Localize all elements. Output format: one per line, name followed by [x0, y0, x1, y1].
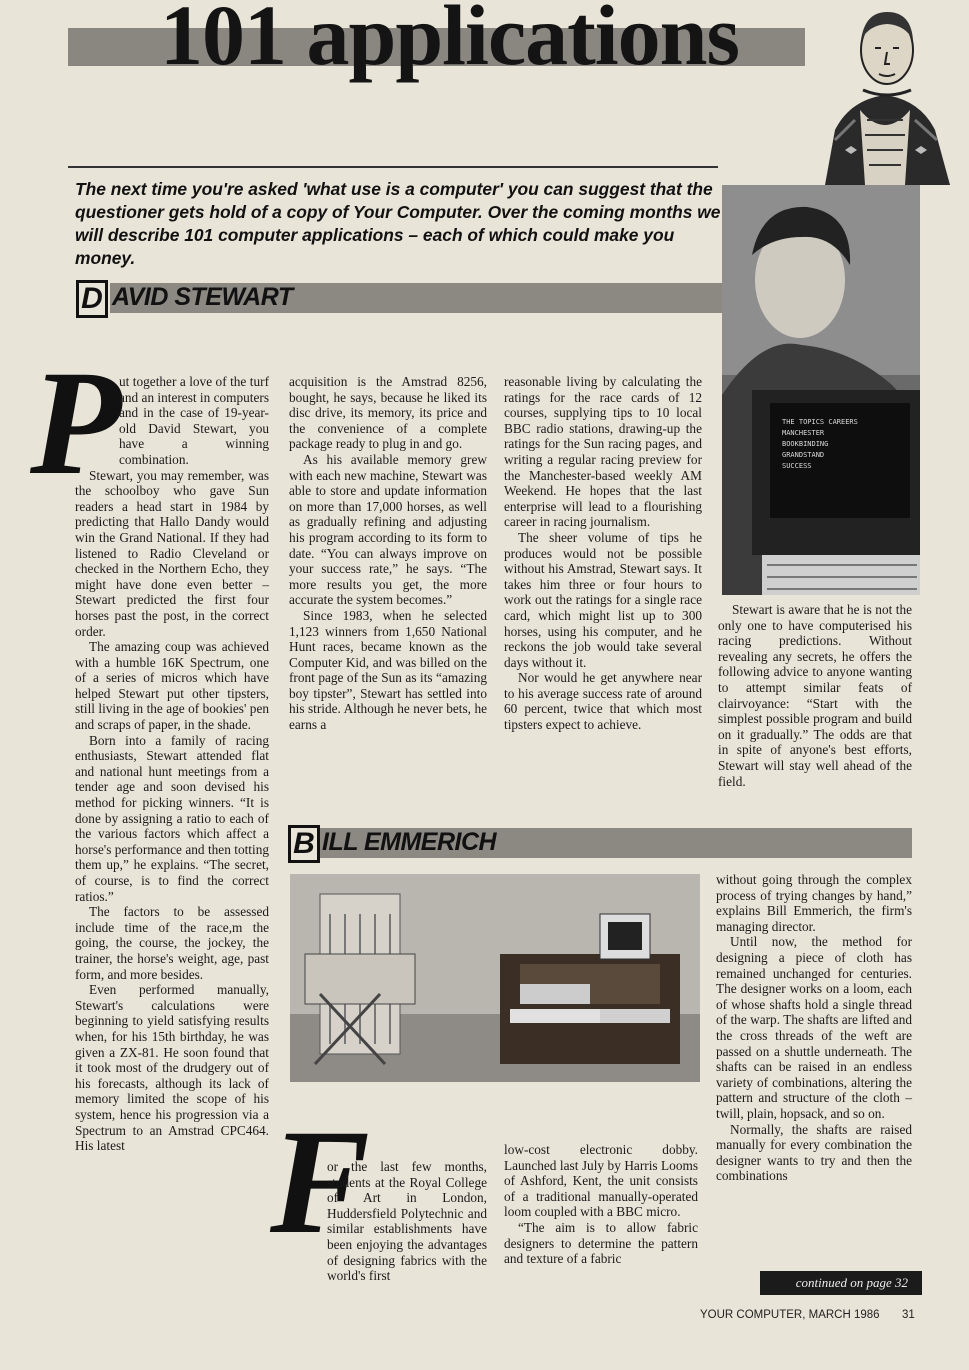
paragraph: reasonable living by calculating the ratings for the race cards of 12 courses, supplying tips to 10 local BBC radio stations, drawing-up the ratings for the Sun racing pages, and writing a regular racing preview for the Manchester-based weekly AM Weekend. He hopes that the last enterprise will lead to a flourishing career in racing journalism. [504, 374, 702, 530]
dropcap-emmerich: F [270, 1099, 371, 1265]
byline-initial-emmerich: B [288, 825, 320, 863]
emmerich-column-4 [716, 872, 912, 1184]
paragraph: or the last few months, students at the Royal College of Art in London, Huddersfield Polytechnic and similar establishments have been enjoying the advantages of designing fabrics with the world's first [327, 1159, 487, 1284]
dropcap-stewart: P [30, 340, 122, 506]
footer-magazine: YOUR COMPUTER, MARCH 1986 [700, 1309, 880, 1321]
emmerich-column-3 [504, 1142, 698, 1267]
continued-tag: continued on page 32 [760, 1271, 922, 1295]
footer-page-number: 31 [901, 1309, 915, 1321]
paragraph: The factors to be assessed include time of the race,m the going, the course, the jockey, the trainer, the horse's weight, age, past form, and more besides. [75, 904, 269, 982]
monitor-screen [782, 417, 902, 472]
stewart-column-2 [289, 374, 487, 733]
page-title: 101 applications [160, 0, 739, 83]
paragraph: Born into a family of racing enthusiasts, Stewart attended flat and national hunt meetings from a tender age and soon devised his method for picking winners. “It is done by assigning a ratio to each of the various factors which affect a horse's performance and then totting them up,” he explains. “The secret, of course, is to find the correct ratios.” [75, 732, 269, 904]
byline-name-stewart: AVID STEWART [112, 283, 293, 311]
paragraph: acquisition is the Amstrad 8256, bought, he says, because he liked its disc drive, its memory, its price and the convenience of a complete package ready to plug in and go. [289, 374, 487, 452]
screen-line: MANCHESTER [782, 429, 825, 437]
paragraph: The amazing coup was achieved with a humble 16K Spectrum, one of a series of micros which have helped Stewart put other tipsters, still living in the age of bookies' pen and scraps of paper, in the shade. [75, 639, 269, 733]
paragraph: Nor would he get anywhere near to his average success rate of around 60 percent, twice that which most tipsters expect to achieve. [504, 670, 702, 733]
paragraph: Since 1983, when he selected 1,123 winners from 1,650 National Hunt races, became known as the Computer Kid, and was billed on the front page of the Sun as its “amazing boy tipster”, Stewart has settled into his stride. Although he never bets, he earns a [289, 607, 487, 733]
page-footer [700, 1309, 915, 1321]
screen-line: THE TOPICS CAREERS [782, 418, 858, 426]
paragraph: ut together a love of the turf and an interest in computers and in the case of 19-year-old David Stewart, you have a winning combination. [119, 374, 269, 467]
paragraph: without going through the complex process of trying changes by hand,” explains Bill Emmerich, the firm's managing director. [716, 872, 912, 934]
screen-line: SUCCESS [782, 462, 812, 470]
paragraph: Until now, the method for designing a piece of cloth has remained unchanged for centuries. The designer works on a loom, each of whose shafts hold a single thread of the warp. The shafts are lifted and the cross threads of the weft are passed on a shuttle underneath. The shafts can be raised in an endless variety of combinations, altering the pattern and structure of the cloth – twill, plain, hopsack, and so on. [716, 934, 912, 1121]
paragraph: As his available memory grew with each new machine, Stewart was able to store and update information on more than 17,000 horses, as well as gradually refining and adjusting his program according to its form to date. “You can always improve on your success rate,” he says. “The more results you get, the more accurate the system becomes.” [289, 451, 487, 608]
standfirst-rule [68, 166, 718, 168]
paragraph: Stewart, you may remember, was the schoolboy who gave Sun readers a head start in 1984 by predicting that Hallo Dandy would win the Grand National. If they had listened to Radio Cleveland or checked in the Northern Echo, they might have done even better – Stewart predicted the first four horses past the post, in the correct order. [75, 467, 269, 639]
paragraph: Even performed manually, Stewart's calculations were beginning to yield satisfying results when, for his 15th birthday, he was given a ZX-81. He soon found that it took most of the drudgery out of his forecasts, although its lack of memory limited the scope of his system, hence his progression via a Spectrum to an Amstrad CPC464. His latest [75, 982, 269, 1154]
paragraph: “The aim is to allow fabric designers to determine the pattern and texture of a fabric [504, 1219, 698, 1267]
screen-line: GRANDSTAND [782, 451, 825, 459]
emmerich-column-2 [289, 1159, 487, 1284]
stewart-column-3 [504, 374, 702, 733]
byline-initial-stewart: D [76, 280, 108, 318]
portrait-illustration [805, 0, 965, 185]
stewart-column-4 [718, 602, 912, 789]
photo-loom-computer [290, 874, 700, 1082]
stewart-column-1 [75, 374, 269, 1154]
screen-line: BOOKBINDING [782, 440, 829, 448]
standfirst: The next time you're asked 'what use is a computer' you can suggest that the questioner gets hold of a copy of Your Computer. Over the coming months we will describe 101 computer applications – each of which could make you money. [75, 179, 721, 268]
byline-name-emmerich: ILL EMMERICH [322, 828, 497, 856]
paragraph: Stewart is aware that he is not the only one to have computerised his racing predictions. Without revealing any secrets, he offers the following advice to anyone wanting to attempt similar feats of clairvoyance: “Start with the simplest possible program and build on it gradually.” The odds are that in spite of anyone's best efforts, Stewart will stay well ahead of the field. [718, 602, 912, 789]
photo-david-stewart [722, 185, 920, 595]
paragraph: The sheer volume of tips he produces would not be possible without his Amstrad, Stewart says. It takes him three or four hours to work out the ratings for a single race card, which might list up to 300 horses, using his computer, and he reckons the job would take several days without it. [504, 529, 702, 670]
paragraph: Normally, the shafts are raised manually for every combination the designer wants to try and then the combinations [716, 1121, 912, 1184]
paragraph: low-cost electronic dobby. Launched last July by Harris Looms of Ashford, Kent, the unit consists of a traditional manually-operated loom coupled with a BBC micro. [504, 1142, 698, 1220]
